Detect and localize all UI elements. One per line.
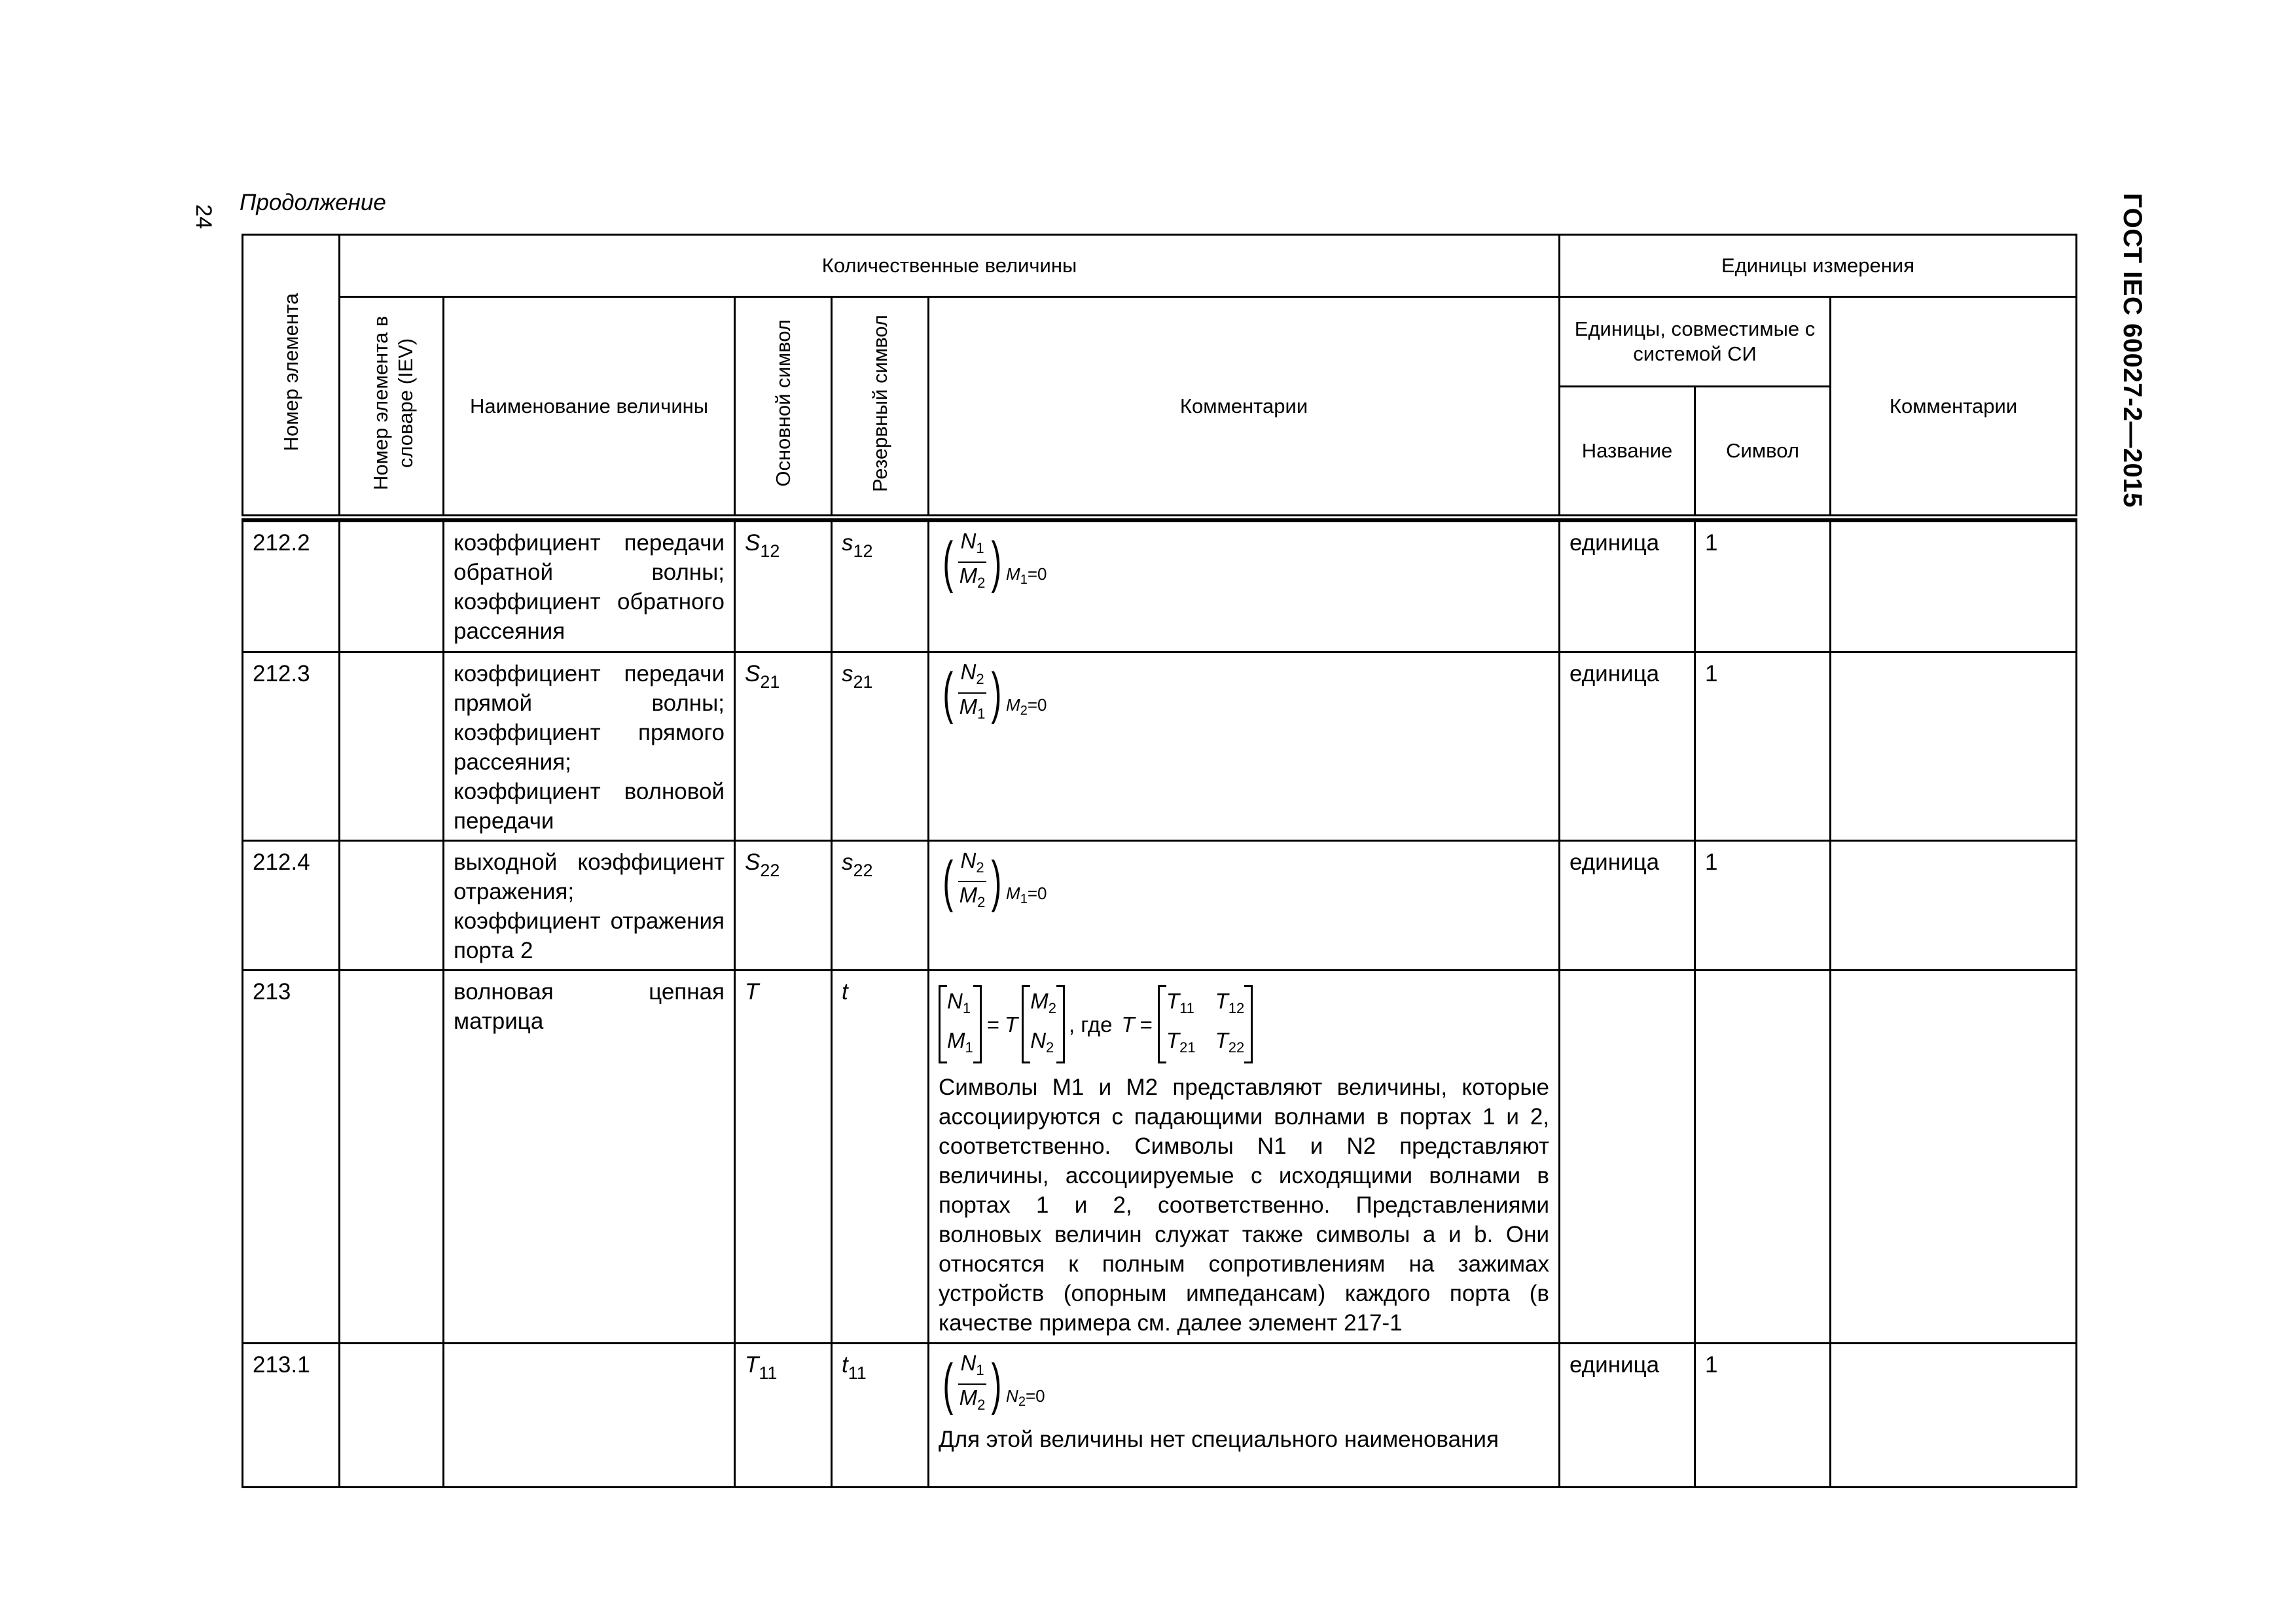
header-unit-name: Название bbox=[1560, 387, 1695, 518]
iev-number bbox=[340, 652, 444, 841]
iev-number bbox=[340, 841, 444, 971]
item-number: 212.3 bbox=[243, 652, 340, 841]
main-symbol: $S_{22}$ bbox=[735, 841, 832, 971]
comment bbox=[929, 652, 1560, 841]
reserve-symbol: $s_{22}$ bbox=[832, 841, 929, 971]
unit-symbol bbox=[1695, 971, 1831, 1344]
header-quantities: Количественные величины bbox=[340, 235, 1560, 297]
header-iev-number: Номер элемента в словаре (IEV) bbox=[340, 297, 444, 518]
comment bbox=[929, 522, 1560, 652]
unit-comment bbox=[1831, 971, 2077, 1344]
header-unit-symbol: Символ bbox=[1695, 387, 1831, 518]
quantity-name: выходной коэффициент отражения; коэффициент отражения порта 2 bbox=[444, 841, 735, 971]
unit-name: единица bbox=[1560, 841, 1695, 971]
unit-symbol: 1 bbox=[1695, 1344, 1831, 1488]
formula: ( $\frac{N_2}{M_2}$ ) $M_1=0$ bbox=[942, 848, 1047, 913]
table-row bbox=[243, 1344, 2077, 1488]
unit-symbol: 1 bbox=[1695, 652, 1831, 841]
comment bbox=[929, 971, 1560, 1344]
header-units: Единицы измерения bbox=[1560, 235, 2077, 297]
quantity-name: коэффициент передачи прямой волны; коэффициент прямого рассеяния; коэффициент волновой передачи bbox=[444, 652, 735, 841]
main-symbol: $T_{11}$ bbox=[735, 1344, 832, 1488]
matrix-formula: $N_1$ $M_1$ = T $M_2$ $N_2$ , где T = $T_{11}$ $T_{12}$ $T_{21}$ $T_{22}$ bbox=[939, 985, 1549, 1063]
unit-name: единица bbox=[1560, 1344, 1695, 1488]
table-row bbox=[243, 971, 2077, 1344]
iev-number bbox=[340, 522, 444, 652]
item-number: 212.2 bbox=[243, 522, 340, 652]
unit-comment bbox=[1831, 522, 2077, 652]
comment bbox=[929, 1344, 1560, 1488]
formula: ( $\frac{N_2}{M_1}$ ) $M_2=0$ bbox=[942, 660, 1047, 724]
item-number: 212.4 bbox=[243, 841, 340, 971]
page-number: 24 bbox=[190, 204, 216, 229]
header-si-units: Единицы, совместимые с системой СИ bbox=[1560, 297, 1831, 387]
table-row bbox=[243, 841, 2077, 971]
main-symbol: $S_{21}$ bbox=[735, 652, 832, 841]
table-row bbox=[243, 652, 2077, 841]
formula: ( $\frac{N_1}{M_2}$ ) $M_1=0$ bbox=[942, 529, 1047, 594]
unit-name bbox=[1560, 971, 1695, 1344]
iev-number bbox=[340, 971, 444, 1344]
unit-symbol: 1 bbox=[1695, 522, 1831, 652]
quantity-name: волновая цепная матрица bbox=[444, 971, 735, 1344]
item-number: 213 bbox=[243, 971, 340, 1344]
header-quantity-name: Наименование величины bbox=[444, 297, 735, 518]
unit-comment bbox=[1831, 652, 2077, 841]
header-reserve-symbol: Резервный символ bbox=[832, 297, 929, 518]
reserve-symbol: t bbox=[832, 971, 929, 1344]
quantity-name: коэффициент передачи обратной волны; коэффициент обратного рассеяния bbox=[444, 522, 735, 652]
header-item-number: Номер элемента bbox=[243, 235, 340, 518]
continuation-label: Продолжение bbox=[240, 190, 386, 215]
unit-comment bbox=[1831, 841, 2077, 971]
quantities-table bbox=[242, 234, 2077, 1488]
unit-name: единица bbox=[1560, 652, 1695, 841]
header-comments: Комментарии bbox=[929, 297, 1560, 518]
item-number: 213.1 bbox=[243, 1344, 340, 1488]
reserve-symbol: $t_{11}$ bbox=[832, 1344, 929, 1488]
reserve-symbol: $s_{21}$ bbox=[832, 652, 929, 841]
matrix-where: , где bbox=[1068, 1012, 1113, 1037]
iev-number bbox=[340, 1344, 444, 1488]
comment bbox=[929, 841, 1560, 971]
formula: ( $\frac{N_1}{M_2}$ ) $N_2=0$ bbox=[942, 1351, 1045, 1416]
unit-comment bbox=[1831, 1344, 2077, 1488]
unit-name: единица bbox=[1560, 522, 1695, 652]
comment-text: Символы M1 и M2 представляют величины, которые ассоциируются с падающими волнами в портах 1 и 2, соответственно. Символы N1 и N2 представляют величины, ассоциируемые с исходящими волнами в портах 1 и 2, соответственно. Представлениями волновых величин служат также символы a и b. Они относятся к полным сопротивлениям на зажимах устройств (опорным импедансам) каждого порта (в качестве примера см. далее элемент 217-1 bbox=[939, 1075, 1550, 1336]
standard-title bbox=[2117, 193, 2149, 533]
reserve-symbol: $s_{12}$ bbox=[832, 522, 929, 652]
table-row bbox=[243, 522, 2077, 652]
header-main-symbol: Основной символ bbox=[735, 297, 832, 518]
comment-text: Для этой величины нет специального наименования bbox=[939, 1427, 1499, 1452]
quantity-name bbox=[444, 1344, 735, 1488]
header-unit-comments: Комментарии bbox=[1831, 297, 2077, 518]
unit-symbol: 1 bbox=[1695, 841, 1831, 971]
main-symbol: $S_{12}$ bbox=[735, 522, 832, 652]
main-symbol: T bbox=[735, 971, 832, 1344]
standard-title-text: ГОСТ IEC 60027-2—2015 bbox=[2118, 193, 2147, 508]
